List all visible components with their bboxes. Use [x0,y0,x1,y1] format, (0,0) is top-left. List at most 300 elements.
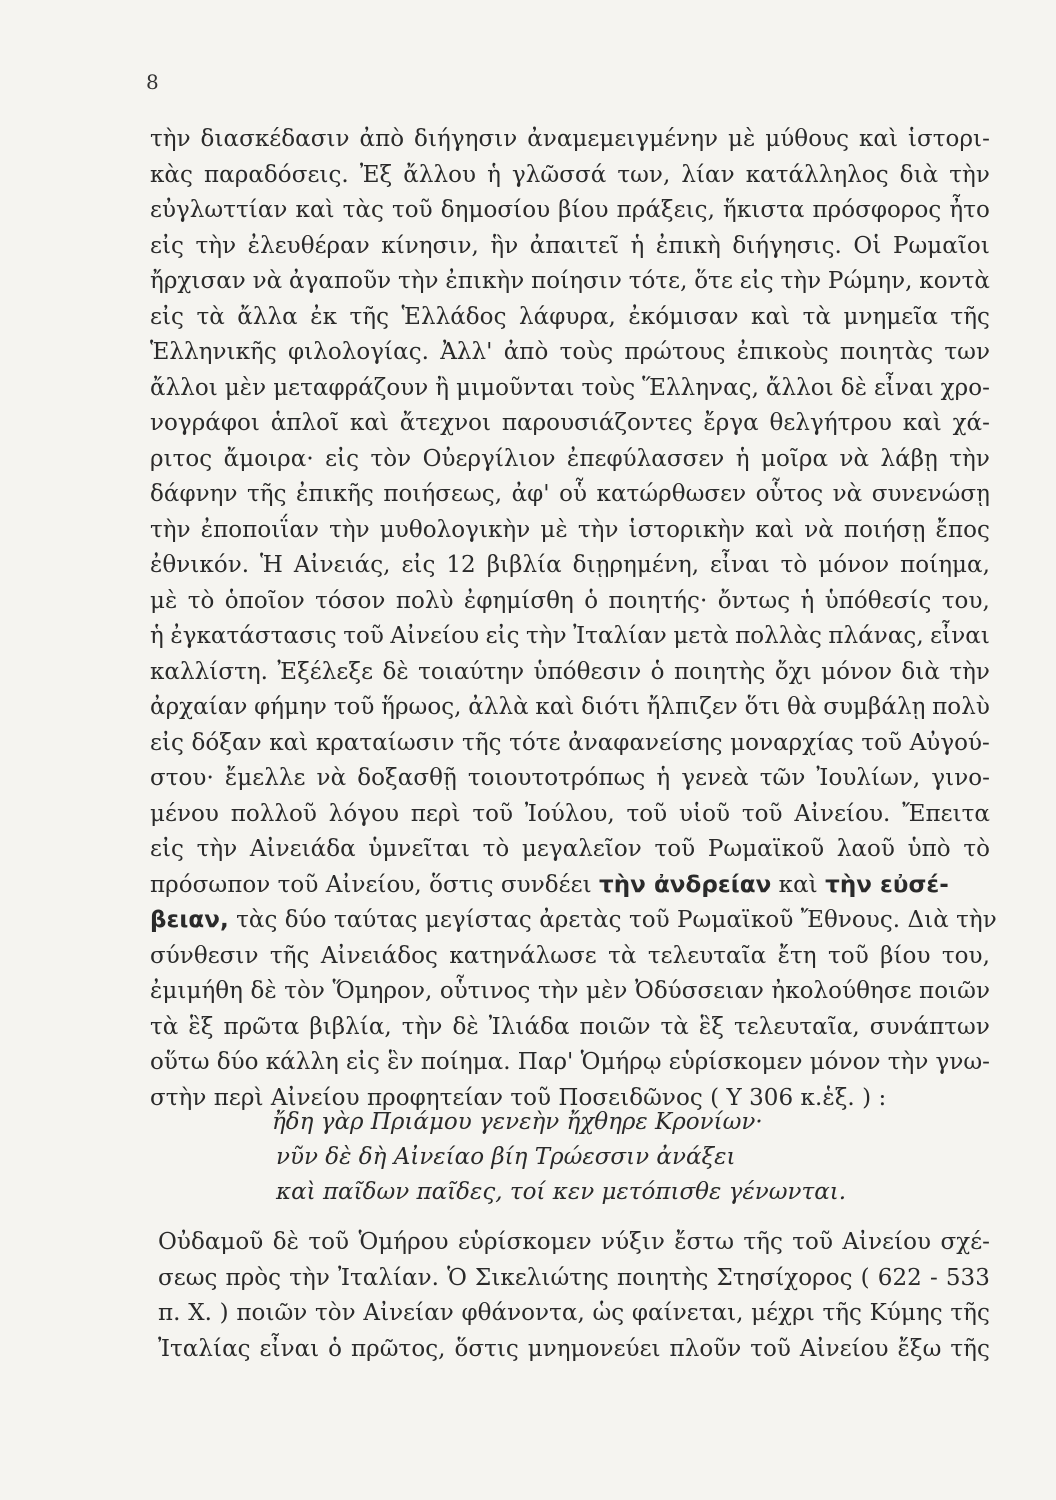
word: ) [219,1300,229,1326]
main-paragraph [150,122,997,1116]
text-line [150,548,990,584]
text-line [150,264,990,300]
word: Αἰνείου. [794,800,891,827]
word: χρο- [940,374,990,401]
word: ἣν [490,232,519,259]
word: εἶναι [259,1335,320,1362]
word: ἔπος [935,516,990,543]
text-line [150,1010,990,1046]
word: ἔστω [674,1229,735,1255]
word: ποιῶν [919,978,990,1004]
word: πολὺ [395,587,454,614]
word: μὲν [224,374,267,401]
word: γενεὰ [681,765,749,791]
word: εὐγλωττίαν [150,197,288,223]
text-line [150,158,990,194]
word: πολλὰς [735,623,822,649]
word: ποιητὴς [616,1264,709,1291]
word: εὑρίσκομεν [457,1229,592,1255]
word: σεως [158,1264,218,1291]
word: μὲ [727,126,756,152]
word: μεγαλεῖον [521,836,642,862]
word: Ὀδύσσειαν [634,978,764,1004]
word: Ἀλλ' [440,339,493,365]
word: τοῦ [308,1229,350,1255]
word: βιβλία, [309,1013,392,1040]
word: κοντὰ [919,268,990,294]
word: στου· [150,765,214,791]
word: τῆς [950,303,990,330]
word: πρῶτα [223,1013,300,1040]
word: καὶ [269,729,309,756]
text-line [150,584,990,620]
word: βίου [880,942,931,969]
word: ἡ [735,445,750,472]
word: μεταφράζουν [273,374,429,401]
word: τελευταῖα [647,942,767,969]
word: Ἑλλάδος [401,303,507,330]
verse-line: νῦν δὲ δὴ Αἰνείαο βίη Τρώεσσιν ἀνάξει [276,1144,736,1170]
word: ἄλλοι [765,374,834,401]
word: ποιήσῃ [843,516,926,543]
word: ἀρχαίαν [150,694,248,720]
word: ἀφ' [511,481,550,507]
word: ἐπικοὺς [736,339,829,365]
word: ὑπὸ [907,836,951,862]
word: διὰ [901,658,940,685]
word: μνημεῖα [843,303,938,330]
word: τοῦ [741,800,783,827]
word: τοῦ [391,197,433,223]
word: τὴν [949,445,990,472]
word: ἔμελλε [224,765,306,791]
word: τὴν [196,836,238,862]
word: τοὺς [581,374,636,401]
word: οὗ [559,481,588,507]
word: λάφυρα, [519,303,616,330]
text-line [158,1261,990,1297]
word: Ὁ [447,1264,467,1291]
word: ἐμιμήθη [150,978,244,1004]
word: λαοῦ [836,836,895,862]
word: πρώτους [624,339,726,365]
word: Ἡ [260,552,283,578]
word: τὴν [289,1264,330,1291]
text-line [158,1225,990,1261]
text-line [150,655,990,691]
word: τὸν [284,978,325,1004]
word: τὸ [187,587,215,614]
word: ποίημα. [420,1049,511,1075]
word: δὲ [452,1013,479,1040]
word: ἔργα [703,410,759,436]
verse-line: ἤδη γὰρ Πριάμου γενεὴν ἤχθηρε Κρονίων· [272,1109,763,1135]
word: φήμην [254,694,327,720]
word: ἱστορι- [907,126,990,152]
word: δὲ [272,1229,299,1255]
word: καὶ [902,410,942,436]
word: οὕτω [150,1049,210,1075]
word: μοῖρα [760,445,829,472]
word: Ἑλληνικῆς [150,339,277,365]
word: διήγησις. [732,232,842,259]
word: τὴν [150,516,191,543]
word: πλάνας, [828,623,924,649]
word: ὅτι [744,694,781,720]
text-line [158,1332,990,1368]
word: Αἰνείου [842,1229,932,1255]
word: τὰ [660,1013,689,1040]
line-text: πρόσωπον τοῦ Αἰνείου, ὅστις συνδέει [150,871,600,898]
word: π. [158,1300,181,1326]
word: τῶν [759,765,806,791]
word: Χ. [188,1300,212,1326]
word: Ἰουλίων, [816,765,921,791]
word: τὴν [329,516,370,543]
word: τοῦ [750,1335,791,1362]
word: Ἰούλου, [524,800,615,827]
word: νὰ [252,268,283,294]
word: τὰ [196,303,225,330]
word: εἶναι [873,374,934,401]
word: ἄτεχνοι [399,410,492,436]
text-line [150,193,990,229]
text-line [150,335,990,371]
word: ἱστορικὴν [628,516,745,543]
word: τὰ [802,303,831,330]
word: Οὐδαμοῦ [158,1229,264,1255]
word: Αἰνειάδα [249,836,356,862]
word: ἦτο [949,197,990,223]
word: ὑπόθεσίς [824,587,932,614]
word: τῆς [247,481,287,507]
word: παρουσιάζοντες [501,410,693,436]
word: συμβάλῃ [823,694,926,720]
word: εἰς [325,445,360,472]
word: φαίνεται, [631,1300,744,1326]
word: νὰ [832,481,863,507]
word: των [944,339,990,365]
word: τὴν [537,978,579,1004]
word: ἐθνικόν. [150,552,250,578]
word: τοιουτοτρόπως [467,765,646,791]
word: ἀγαποῦν [289,268,392,294]
text-line [150,442,990,478]
text-line [158,1296,990,1332]
word: του, [941,942,990,969]
word: δημοσίου [440,197,551,223]
word: Ἐξ [359,161,393,188]
word: Ἔπειτα [902,800,990,827]
word: ὡς [592,1300,625,1326]
word: ἐποποιΐαν [200,516,319,543]
word: μὲ [540,516,568,543]
word: πράξεις, [616,197,715,223]
word: διῃρημένη, [572,552,700,578]
word: των, [617,161,671,188]
text-line [150,122,990,158]
text-line [150,1045,990,1081]
word: ὁ [584,587,599,614]
word: καὶ [751,303,791,330]
verse-line: καὶ παῖδων παῖδες, τοί κεν μετόπισθε γένωνται. [276,1179,847,1205]
word: ( [860,1264,870,1291]
word: εἰς [150,303,184,330]
word: τὴν [195,232,237,259]
word: ἐκόμισαν [628,303,739,330]
word: δοξασθῇ [357,765,457,791]
word: μύθους [765,126,850,152]
word: μένου [150,800,219,827]
word: μέχρι [751,1300,815,1326]
word: τὴν [949,161,990,188]
word: 12 [446,552,476,578]
word: του, [941,587,990,614]
word: πρόσφορος [812,197,942,223]
word: ἢ [435,374,450,401]
word: λάβῃ [880,445,938,472]
word: Ὁμήρῳ [580,1049,662,1075]
word: τοῦ [792,1229,833,1255]
word: ὅστις [454,1335,519,1362]
word: τοῦ [333,694,375,720]
word: τοὺς [559,339,614,365]
word: τὸ [963,836,990,862]
word: πρὸς [225,1264,282,1291]
word: εἰς [401,552,436,578]
word: ποιητής· [608,587,708,614]
text-line-with-emphasis [150,903,997,939]
word: κὰς [150,161,193,188]
word: Στησίχορος [716,1264,853,1291]
text-line [150,229,990,265]
word: ἡ [150,623,164,649]
word: ὁποῖον [224,587,305,614]
word: τοῦ [828,942,869,969]
word: σχέ- [940,1229,990,1255]
text-line [150,513,990,549]
word: συνάπτων [869,1013,990,1040]
word: Κύμης [869,1300,943,1326]
word: Αὐγού- [909,729,990,756]
word: Αἰνείαν [363,1300,454,1326]
text-line [150,690,990,726]
word: ὁ [328,1335,343,1362]
word: διήγησιν [414,126,518,152]
word: ἄμοιρα· [223,445,314,472]
word: ἐπικῆς [296,481,374,507]
word: θελγήτρου [769,410,892,436]
word: ἓξ [188,1013,214,1040]
word: ἡ [630,232,645,259]
word: ἠκολούθησε [771,978,912,1004]
word: ὄχι [774,658,812,685]
word: Ἰταλίαν [573,623,667,649]
word: ἔτη [777,942,817,969]
word: δὲ [250,978,277,1004]
word: τὸν [315,1300,356,1326]
word: βίου [558,197,609,223]
word: Οἱ [853,232,882,259]
word: δύο [216,1049,259,1075]
word: εἰς [150,232,184,259]
word: δὲ [382,658,409,685]
word: ποιήσεως, [383,481,503,507]
text-line [150,832,990,868]
text-line: στὴν περὶ Αἰνείου προφητείαν τοῦ Ποσειδῶνος ( Υ 306 κ.ἑξ. ) : [150,1084,887,1111]
word: τὰς [342,197,384,223]
word: τὴν [887,1049,929,1075]
word: Αἰνειάς, [293,552,391,578]
word: μόνον [818,552,890,578]
word: μοναρχίας [730,729,854,756]
word: υἱοῦ [679,800,731,827]
word: ὑμνεῖται [368,836,470,862]
word: Αἰνείου [799,1335,889,1362]
text-line [150,726,990,762]
word: χά- [952,410,990,436]
word: κραταίωσιν [315,729,455,756]
word: καὶ [295,197,335,223]
word: ἄλλοι [150,374,218,401]
word: γλῶσσά [511,161,607,188]
word: κάλλη [265,1049,339,1075]
word: διὰ [899,161,939,188]
word: καὶ [535,694,575,720]
word: ἐγκατάστασις [170,623,337,649]
word: τότε [509,729,561,756]
word: ἀπὸ [503,339,549,365]
line-text: τὰς δύο ταύτας μεγίστας ἀρετὰς τοῦ Ρωμαϊκοῦ Ἔθνους. Διὰ τὴν [228,907,997,933]
word: πολλοῦ [230,800,317,827]
word: μόνον [821,658,893,685]
word: τὰ [150,1013,179,1040]
word: ἐπικὴν [445,268,525,294]
word: ἁπλοῖ [270,410,340,436]
word: σύνθεσιν [150,942,259,969]
word: φθάνοντα, [461,1300,585,1326]
word: Παρ' [517,1049,574,1075]
word: Αἰνείου [390,623,480,649]
word: τοιαύτην [418,658,525,685]
word: 533 [945,1264,990,1291]
word: εἰς [345,1049,380,1075]
word: ἐκ [310,303,338,330]
word: κατώρθωσεν [596,481,747,507]
text-line [150,619,990,655]
word: τὴν [780,268,822,294]
word: παραδόσεις. [204,161,349,188]
text-line [150,300,990,336]
text-line [150,371,990,407]
word: μνημονεύει [527,1335,661,1362]
quoted-verse [272,1105,912,1210]
text-line-with-emphasis [150,868,990,904]
word: Ἕλληνας, [642,374,759,401]
word: ἡ [656,765,671,791]
word: λόγου [328,800,399,827]
word: τῆς [462,729,502,756]
word: καλλίστη. [150,658,269,685]
word: μιμοῦνται [456,374,575,401]
text-line [150,939,990,975]
word: ἀναμεμειγμένην [527,126,719,152]
word: συνενώσῃ [871,481,990,507]
emphasized-text: βειαν, [150,907,229,933]
word: τὸ [482,836,510,862]
word: μὲ [150,587,178,614]
word: Ρωμαϊκοῦ [707,836,825,862]
word: ἔξω [897,1335,942,1362]
word: ἄλλα [237,303,298,330]
word: εἶναι [710,552,770,578]
word: νύξιν [601,1229,665,1255]
word: πρῶτος, [351,1335,446,1362]
word: ἐπεφύλασσεν [566,445,725,472]
word: τοῦ [654,836,696,862]
word: εἰς [150,729,184,756]
word: τοῦ [472,800,514,827]
word: δὲ [840,374,867,401]
word: εἰς [150,836,184,862]
word: τὸν [370,445,412,472]
word: φιλολογίας. [287,339,429,365]
emphasized-text: τὴν εὐσέ- [825,871,949,898]
word: καὶ [349,410,389,436]
word: ἤρχισαν [150,268,246,294]
word: κίνησιν, [381,232,479,259]
word: 622 [877,1264,922,1291]
word: περὶ [410,800,461,827]
word: τῆς [950,1300,990,1326]
word: Ἰταλίας [158,1335,251,1362]
word: μόνον [809,1049,881,1075]
word: ἤλπιζεν [646,694,738,720]
word: Ὅμηρον, [332,978,433,1004]
text-line [150,477,990,513]
word: τοῦ [343,623,384,649]
text-line [150,797,990,833]
word: τὴν [150,126,191,152]
word: ὄντως [717,587,791,614]
word: ἀλλὰ [468,694,529,720]
word: γνω- [935,1049,990,1075]
word: Ἰλιάδα [488,1013,570,1040]
word: Οὐεργίλιον [422,445,556,472]
word: τὴν [577,516,619,543]
word: ἐπικὴ [655,232,721,259]
word: πλοῦν [669,1335,742,1362]
word: ποιῶν [236,1300,308,1326]
word: ἀναφανείσης [568,729,723,756]
word: Σικελιώτης [475,1264,609,1291]
word: τότε, [628,268,688,294]
word: ἥρωος, [381,694,462,720]
word: καὶ [755,516,795,543]
text-line [150,761,990,797]
word: μετὰ [673,623,729,649]
word: διασκέδασιν [200,126,350,152]
word: νογράφοι [150,410,260,436]
word: τοῦ [626,800,668,827]
word: λίαν [681,161,735,188]
word: διότι [581,694,640,720]
word: Ἰταλίαν. [337,1264,440,1291]
word: - [929,1264,938,1291]
word: πολὺ [932,694,990,720]
word: εἶναι [930,623,990,649]
word: Ἐξέλεξε [277,658,374,685]
